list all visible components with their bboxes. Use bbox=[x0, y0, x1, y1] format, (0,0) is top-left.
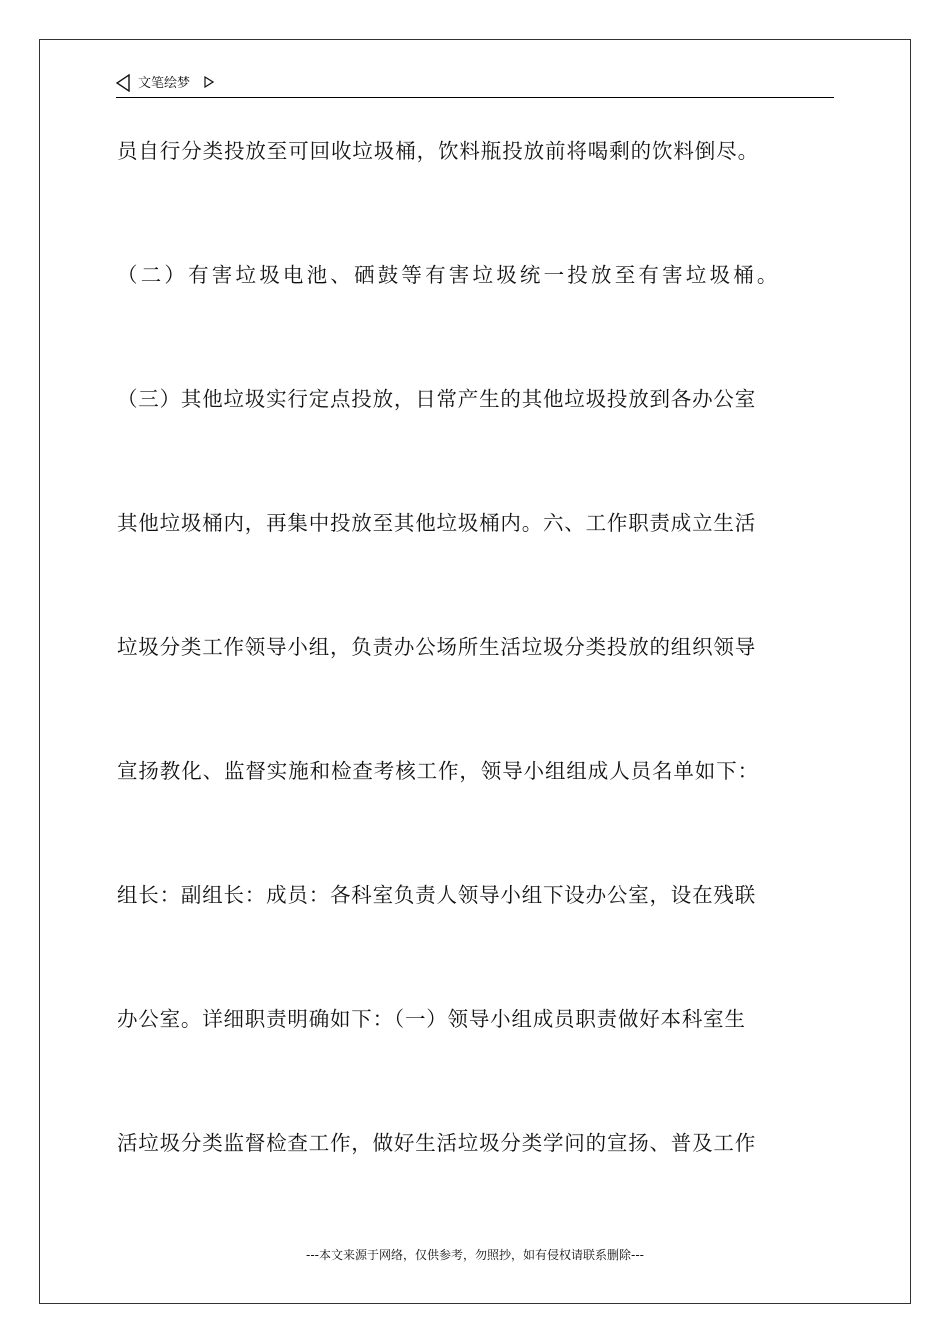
body-line-4: 其他垃圾桶内，再集中投放至其他垃圾桶内。六、工作职责成立生活 bbox=[117, 511, 756, 535]
footer-disclaimer: ---本文来源于网络，仅供参考，勿照抄，如有侵权请联系删除--- bbox=[306, 1248, 644, 1262]
page-header bbox=[116, 72, 834, 98]
left-triangle-icon bbox=[116, 74, 130, 92]
body-line-2: （二）有害垃圾电池、硒鼓等有害垃圾统一投放至有害垃圾桶。 bbox=[117, 263, 781, 287]
body-line-1: 员自行分类投放至可回收垃圾桶，饮料瓶投放前将喝剩的饮料倒尽。 bbox=[117, 139, 759, 163]
body-line-6: 宣扬教化、监督实施和检查考核工作，领导小组组成人员名单如下： bbox=[117, 759, 759, 783]
body-line-3: （三）其他垃圾实行定点投放，日常产生的其他垃圾投放到各办公室 bbox=[117, 387, 756, 411]
page-frame bbox=[39, 39, 911, 1304]
body-line-9: 活垃圾分类监督检查工作，做好生活垃圾分类学问的宣扬、普及工作 bbox=[117, 1131, 756, 1155]
header-title: 文笔绘梦 bbox=[138, 76, 191, 91]
body-line-5: 垃圾分类工作领导小组，负责办公场所生活垃圾分类投放的组织领导 bbox=[117, 635, 756, 659]
body-line-7: 组长：副组长：成员：各科室负责人领导小组下设办公室，设在残联 bbox=[117, 883, 756, 907]
body-line-8: 办公室。详细职责明确如下：（一）领导小组成员职责做好本科室生 bbox=[117, 1007, 746, 1031]
right-triangle-icon bbox=[204, 76, 214, 88]
